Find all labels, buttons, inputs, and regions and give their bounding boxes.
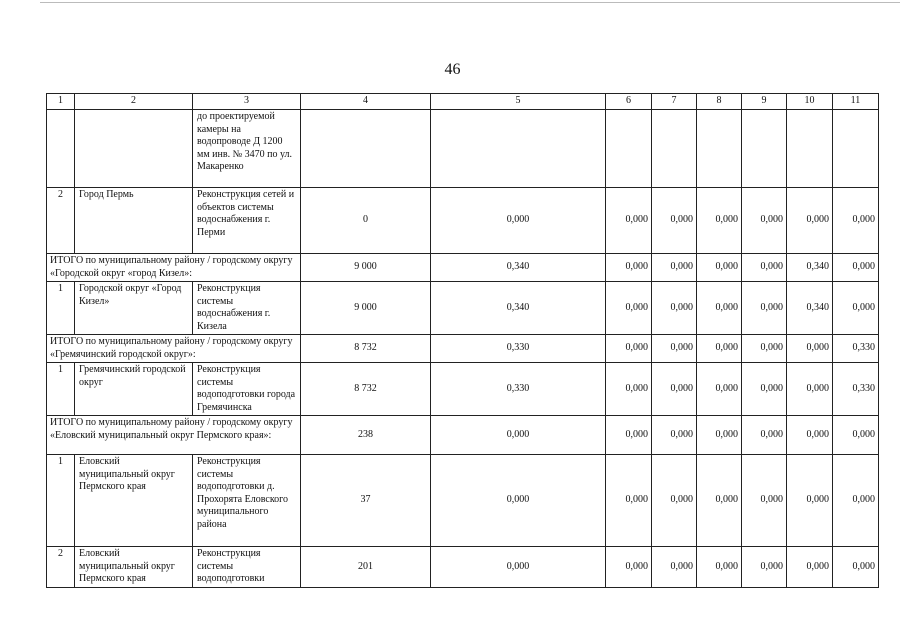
value-cell: 0,000 — [652, 416, 697, 455]
value-cell: 0,000 — [652, 188, 697, 254]
column-header: 6 — [606, 94, 652, 110]
value-cell: 0,330 — [431, 363, 606, 416]
value-cell: 0,000 — [606, 188, 652, 254]
value-cell: 0,000 — [697, 188, 742, 254]
column-header: 4 — [301, 94, 431, 110]
value-cell — [652, 110, 697, 188]
value-cell: 0,000 — [697, 282, 742, 335]
value-cell: 0,000 — [742, 188, 787, 254]
value-cell — [787, 110, 833, 188]
column-header: 7 — [652, 94, 697, 110]
value-cell: 0,330 — [833, 363, 879, 416]
place-cell: Гремячинский городской округ — [75, 363, 193, 416]
value-cell: 0,000 — [833, 254, 879, 282]
value-cell: 0,000 — [606, 416, 652, 455]
table-row — [47, 188, 879, 254]
total-row — [47, 416, 879, 455]
value-cell: 0,340 — [787, 254, 833, 282]
value-cell: 0,340 — [431, 254, 606, 282]
value-cell: 0,000 — [787, 188, 833, 254]
value-cell: 0,000 — [652, 455, 697, 547]
row-index: 1 — [47, 455, 75, 547]
value-cell: 0,340 — [787, 282, 833, 335]
description-cell: Реконструкция системы водоподготовки д. Прохорята Еловского муниципального района — [193, 455, 301, 547]
value-cell — [833, 110, 879, 188]
value-cell — [697, 110, 742, 188]
value-cell: 0 — [301, 188, 431, 254]
table-row — [47, 282, 879, 335]
place-cell: Еловский муниципальный округ Пермского края — [75, 455, 193, 547]
value-cell: 0,330 — [431, 335, 606, 363]
value-cell: 0,000 — [787, 363, 833, 416]
value-cell: 0,000 — [606, 335, 652, 363]
total-label: ИТОГО по муниципальному району / городскому округу «Городской округ «город Кизел»: — [47, 254, 301, 282]
value-cell: 0,000 — [606, 547, 652, 588]
value-cell: 0,000 — [431, 416, 606, 455]
value-cell: 201 — [301, 547, 431, 588]
value-cell: 0,000 — [833, 188, 879, 254]
row-index: 2 — [47, 188, 75, 254]
value-cell: 37 — [301, 455, 431, 547]
description-cell: Реконструкция системы водоподготовки — [193, 547, 301, 588]
value-cell: 0,000 — [652, 363, 697, 416]
total-label: ИТОГО по муниципальному району / городскому округу «Еловский муниципальный округ Пермского края»: — [47, 416, 301, 455]
column-header: 8 — [697, 94, 742, 110]
value-cell: 9 000 — [301, 254, 431, 282]
value-cell: 0,000 — [697, 254, 742, 282]
value-cell: 0,000 — [606, 363, 652, 416]
value-cell: 0,000 — [742, 363, 787, 416]
value-cell — [301, 110, 431, 188]
value-cell: 0,000 — [833, 455, 879, 547]
value-cell: 0,000 — [697, 416, 742, 455]
row-index: 1 — [47, 282, 75, 335]
value-cell: 0,000 — [742, 335, 787, 363]
table-row — [47, 547, 879, 588]
value-cell: 0,000 — [833, 282, 879, 335]
value-cell: 0,000 — [606, 282, 652, 335]
total-label: ИТОГО по муниципальному району / городскому округу «Гремячинский городской округ»: — [47, 335, 301, 363]
value-cell: 0,000 — [697, 363, 742, 416]
place-cell: Город Пермь — [75, 188, 193, 254]
value-cell: 0,000 — [742, 416, 787, 455]
value-cell: 0,000 — [652, 282, 697, 335]
column-header: 3 — [193, 94, 301, 110]
column-header: 10 — [787, 94, 833, 110]
page-number: 46 — [444, 61, 461, 78]
value-cell: 238 — [301, 416, 431, 455]
column-header: 2 — [75, 94, 193, 110]
value-cell: 0,000 — [833, 416, 879, 455]
value-cell: 0,000 — [787, 547, 833, 588]
value-cell: 0,000 — [652, 335, 697, 363]
value-cell: 0,000 — [787, 416, 833, 455]
value-cell — [431, 110, 606, 188]
top-rule — [40, 2, 900, 3]
description-cell: Реконструкция сетей и объектов системы водоснабжения г. Перми — [193, 188, 301, 254]
value-cell: 0,000 — [742, 455, 787, 547]
description-cell: до проектируемой камеры на водопроводе Д 1200 мм инв. № 3470 по ул. Макаренко — [193, 110, 301, 188]
column-header: 11 — [833, 94, 879, 110]
value-cell: 0,000 — [697, 335, 742, 363]
value-cell: 0,000 — [606, 455, 652, 547]
description-cell: Реконструкция системы водоподготовки города Гремячинска — [193, 363, 301, 416]
total-row — [47, 335, 879, 363]
value-cell: 0,000 — [833, 547, 879, 588]
row-index: 1 — [47, 363, 75, 416]
total-row — [47, 254, 879, 282]
value-cell: 8 732 — [301, 335, 431, 363]
value-cell: 0,000 — [742, 547, 787, 588]
value-cell: 9 000 — [301, 282, 431, 335]
table-row — [47, 455, 879, 547]
value-cell: 0,000 — [652, 254, 697, 282]
column-header: 1 — [47, 94, 75, 110]
value-cell: 0,000 — [787, 335, 833, 363]
value-cell: 0,000 — [606, 254, 652, 282]
column-header: 9 — [742, 94, 787, 110]
data-table — [46, 93, 879, 588]
table-header-row — [47, 94, 879, 110]
table-row — [47, 110, 879, 188]
value-cell — [606, 110, 652, 188]
table-row — [47, 363, 879, 416]
place-cell: Городской округ «Город Кизел» — [75, 282, 193, 335]
value-cell: 0,000 — [431, 547, 606, 588]
value-cell: 0,000 — [742, 282, 787, 335]
value-cell: 8 732 — [301, 363, 431, 416]
value-cell: 0,000 — [431, 188, 606, 254]
value-cell: 0,000 — [742, 254, 787, 282]
value-cell: 0,000 — [697, 547, 742, 588]
value-cell — [742, 110, 787, 188]
place-cell — [75, 110, 193, 188]
value-cell: 0,000 — [431, 455, 606, 547]
row-index — [47, 110, 75, 188]
value-cell: 0,000 — [652, 547, 697, 588]
description-cell: Реконструкция системы водоснабжения г. Кизела — [193, 282, 301, 335]
row-index: 2 — [47, 547, 75, 588]
value-cell: 0,000 — [787, 455, 833, 547]
column-header: 5 — [431, 94, 606, 110]
place-cell: Еловский муниципальный округ Пермского края — [75, 547, 193, 588]
value-cell: 0,330 — [833, 335, 879, 363]
value-cell: 0,340 — [431, 282, 606, 335]
value-cell: 0,000 — [697, 455, 742, 547]
